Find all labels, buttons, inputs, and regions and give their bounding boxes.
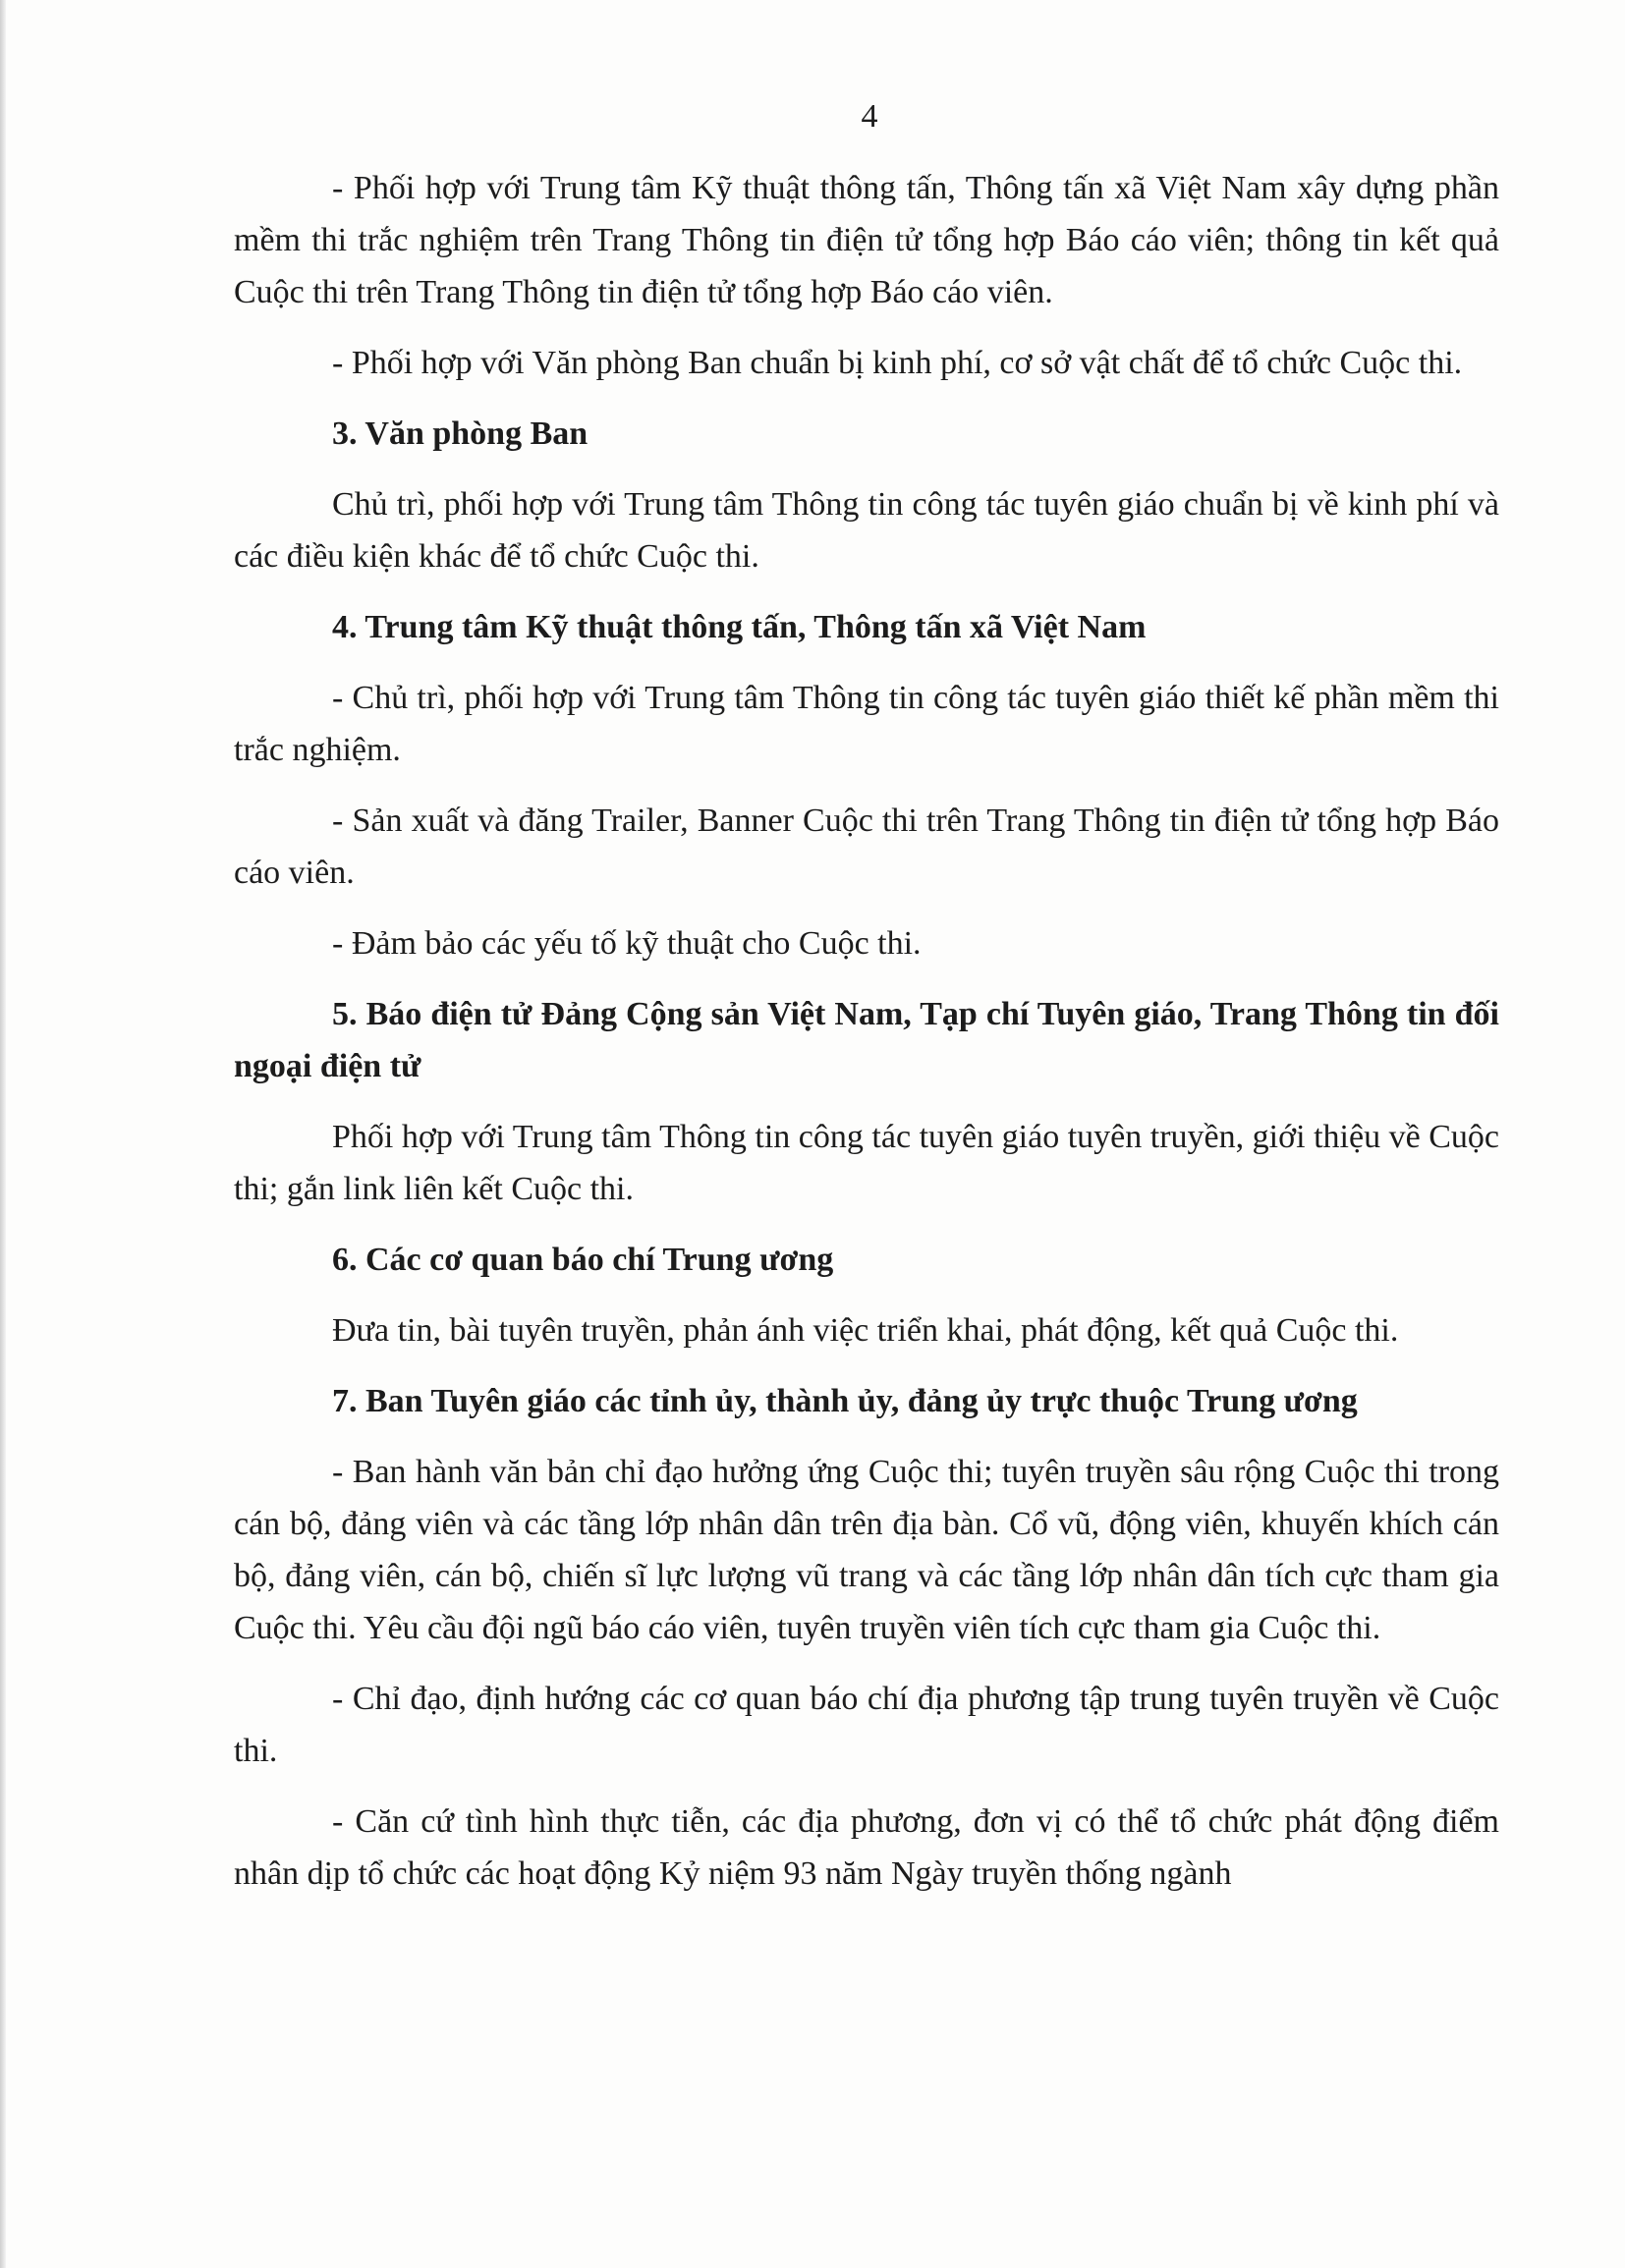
paragraph-press-coordination: Phối hợp với Trung tâm Thông tin công tác tuyên giáo tuyên truyền, giới thiệu về Cuộc thi; gắn link liên kết Cuộc thi. [234, 1119, 1499, 1207]
paragraph-central-press: Đưa tin, bài tuyên truyền, phản ánh việc triển khai, phát động, kết quả Cuộc thi. [332, 1312, 1399, 1349]
section-heading-6: 6. Các cơ quan báo chí Trung ương [332, 1242, 834, 1278]
paragraph-coordinate-software: - Phối hợp với Trung tâm Kỹ thuật thông tấn, Thông tấn xã Việt Nam xây dựng phần mềm thi trắc nghiệm trên Trang Thông tin điện tử tổng hợp Báo cáo viên; thông tin kết quả Cuộc thi trên Trang Thông tin điện tử tổng hợp Báo cáo viên. [234, 170, 1499, 310]
paragraph-office-duties: Chủ trì, phối hợp với Trung tâm Thông tin công tác tuyên giáo chuẩn bị về kinh phí và các điều kiện khác để tổ chức Cuộc thi. [234, 486, 1499, 575]
section-heading-4: 4. Trung tâm Kỹ thuật thông tấn, Thông tấn xã Việt Nam [332, 609, 1147, 645]
section-heading-7: 7. Ban Tuyên giáo các tỉnh ủy, thành ủy, đảng ủy trực thuộc Trung ương [332, 1383, 1358, 1419]
paragraph-local-events: - Căn cứ tình hình thực tiễn, các địa phương, đơn vị có thể tổ chức phát động điểm nhân dịp tổ chức các hoạt động Kỷ niệm 93 năm Ngày truyền thống ngành [234, 1803, 1499, 1892]
page-number: 4 [861, 98, 878, 135]
paragraph-coordinate-budget: - Phối hợp với Văn phòng Ban chuẩn bị kinh phí, cơ sở vật chất để tổ chức Cuộc thi. [332, 345, 1463, 381]
section-heading-5: 5. Báo điện tử Đảng Cộng sản Việt Nam, Tạp chí Tuyên giáo, Trang Thông tin đối ngoại điện tử [234, 996, 1499, 1084]
paragraph-design-software: - Chủ trì, phối hợp với Trung tâm Thông tin công tác tuyên giáo thiết kế phần mềm thi trắc nghiệm. [234, 680, 1499, 768]
section-heading-3: 3. Văn phòng Ban [332, 415, 588, 452]
paragraph-trailer-banner: - Sản xuất và đăng Trailer, Banner Cuộc thi trên Trang Thông tin điện tử tổng hợp Báo cáo viên. [234, 802, 1499, 891]
scan-edge [0, 0, 6, 2268]
paragraph-issue-directives: - Ban hành văn bản chỉ đạo hưởng ứng Cuộc thi; tuyên truyền sâu rộng Cuộc thi trong cán bộ, đảng viên và các tầng lớp nhân dân trên địa bàn. Cổ vũ, động viên, khuyến khích cán bộ, đảng viên, cán bộ, chiến sĩ lực lượng vũ trang và các tầng lớp nhân dân tích cực tham gia Cuộc thi. Yêu cầu đội ngũ báo cáo viên, tuyên truyền viên tích cực tham gia Cuộc thi. [234, 1454, 1499, 1646]
paragraph-technical: - Đảm bảo các yếu tố kỹ thuật cho Cuộc thi. [332, 925, 922, 962]
document-body [234, 162, 1499, 1900]
paragraph-local-press: - Chỉ đạo, định hướng các cơ quan báo chí địa phương tập trung tuyên truyền về Cuộc thi. [234, 1681, 1499, 1769]
